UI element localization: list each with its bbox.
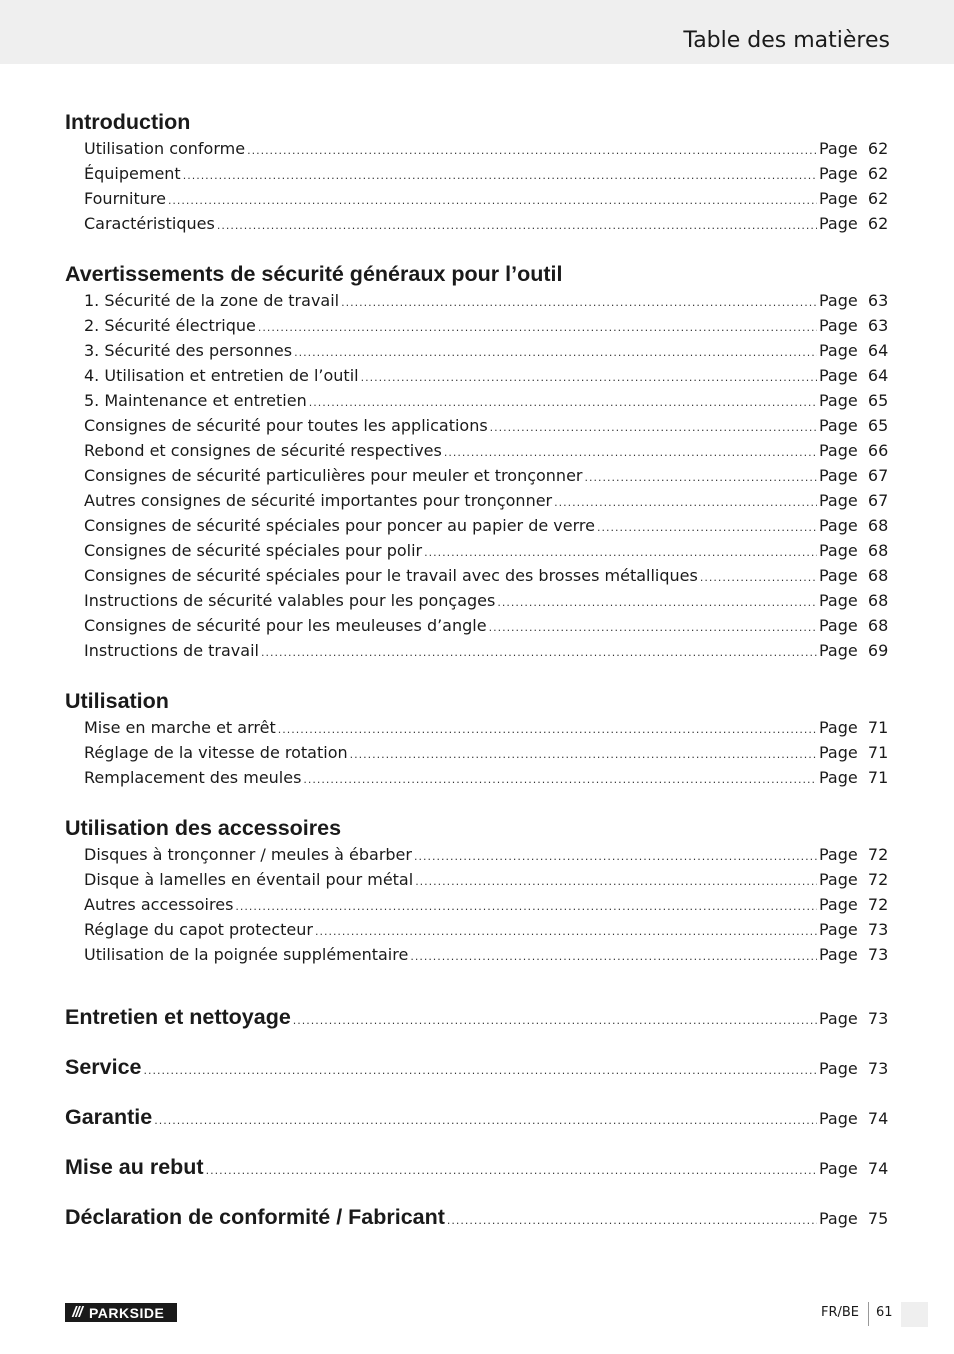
toc-entry[interactable]: Consignes de sécurité pour les meuleuses d’angle ..... Page 68 xyxy=(65,613,889,638)
toc-big-entry-declaration[interactable]: Déclaration de conformité / Fabricant ..... Page 75 xyxy=(65,1192,889,1242)
toc-entry[interactable]: 2. Sécurité électrique ..... Page 63 xyxy=(65,313,889,338)
logo-slashes: /// xyxy=(72,1304,82,1321)
toc-section-accessories xyxy=(65,814,889,967)
toc-entry[interactable]: Caractéristiques ..... Page 62 xyxy=(65,211,889,236)
toc-entry[interactable]: Fourniture ..... Page 62 xyxy=(65,186,889,211)
toc-entry[interactable]: Consignes de sécurité pour toutes les applications ..... Page 65 xyxy=(65,413,889,438)
toc-entry[interactable]: 3. Sécurité des personnes ..... Page 64 xyxy=(65,338,889,363)
toc-entry[interactable]: Équipement ..... Page 62 xyxy=(65,161,889,186)
toc-entry[interactable]: Utilisation de la poignée supplémentaire ..... Page 73 xyxy=(65,942,889,967)
toc-entry[interactable]: Consignes de sécurité spéciales pour polir ..... Page 68 xyxy=(65,538,889,563)
toc-entry[interactable]: Rebond et consignes de sécurité respectives ..... Page 66 xyxy=(65,438,889,463)
toc-entry[interactable]: Instructions de sécurité valables pour les ponçages ..... Page 68 xyxy=(65,588,889,613)
toc-entry[interactable]: Autres accessoires ..... Page 72 xyxy=(65,892,889,917)
footer-box xyxy=(901,1302,928,1327)
toc-big-entry-service[interactable]: Service ..... Page 73 xyxy=(65,1042,889,1092)
toc-section-utilisation xyxy=(65,687,889,790)
toc-entry[interactable]: Mise en marche et arrêt ..... Page 71 xyxy=(65,715,889,740)
footer-language: FR/BE xyxy=(821,1305,860,1320)
table-of-contents xyxy=(65,108,889,1242)
toc-entry[interactable]: Disques à tronçonner / meules à ébarber ..... Page 72 xyxy=(65,842,889,867)
toc-entry[interactable]: Utilisation conforme ..... Page 62 xyxy=(65,136,889,161)
toc-big-entry-warranty[interactable]: Garantie ..... Page 74 xyxy=(65,1092,889,1142)
toc-entry[interactable]: Réglage de la vitesse de rotation ..... Page 71 xyxy=(65,740,889,765)
footer-divider xyxy=(868,1302,869,1326)
section-heading: Utilisation xyxy=(65,689,169,713)
logo-brand: PARKSIDE xyxy=(89,1304,165,1321)
toc-entry[interactable]: 1. Sécurité de la zone de travail ..... Page 63 xyxy=(65,288,889,313)
section-heading: Introduction xyxy=(65,110,191,134)
section-heading: Avertissements de sécurité généraux pour l’outil xyxy=(65,262,563,286)
toc-section-safety-warnings xyxy=(65,260,889,663)
toc-entry[interactable]: Consignes de sécurité particulières pour meuler et tronçonner ..... Page 67 xyxy=(65,463,889,488)
toc-entry[interactable]: Remplacement des meules ..... Page 71 xyxy=(65,765,889,790)
toc-entry[interactable]: Réglage du capot protecteur ..... Page 73 xyxy=(65,917,889,942)
footer-page-number: 61 xyxy=(876,1305,893,1320)
toc-entry[interactable]: 5. Maintenance et entretien ..... Page 65 xyxy=(65,388,889,413)
toc-entry[interactable]: Autres consignes de sécurité importantes pour tronçonner ..... Page 67 xyxy=(65,488,889,513)
toc-big-entry-maintenance[interactable]: Entretien et nettoyage ..... Page 73 xyxy=(65,992,889,1042)
toc-entry[interactable]: 4. Utilisation et entretien de l’outil ..... Page 64 xyxy=(65,363,889,388)
toc-entry[interactable]: Consignes de sécurité spéciales pour le travail avec des brosses métalliques ..... Page 68 xyxy=(65,563,889,588)
section-heading: Utilisation des accessoires xyxy=(65,816,342,840)
toc-section-introduction xyxy=(65,108,889,236)
page-title: Table des matières xyxy=(683,28,890,53)
parkside-logo xyxy=(65,1303,177,1322)
toc-big-entry-disposal[interactable]: Mise au rebut ..... Page 74 xyxy=(65,1142,889,1192)
toc-entry[interactable]: Consignes de sécurité spéciales pour poncer au papier de verre ..... Page 68 xyxy=(65,513,889,538)
toc-entry[interactable]: Instructions de travail ..... Page 69 xyxy=(65,638,889,663)
toc-entry[interactable]: Disque à lamelles en éventail pour métal ..... Page 72 xyxy=(65,867,889,892)
